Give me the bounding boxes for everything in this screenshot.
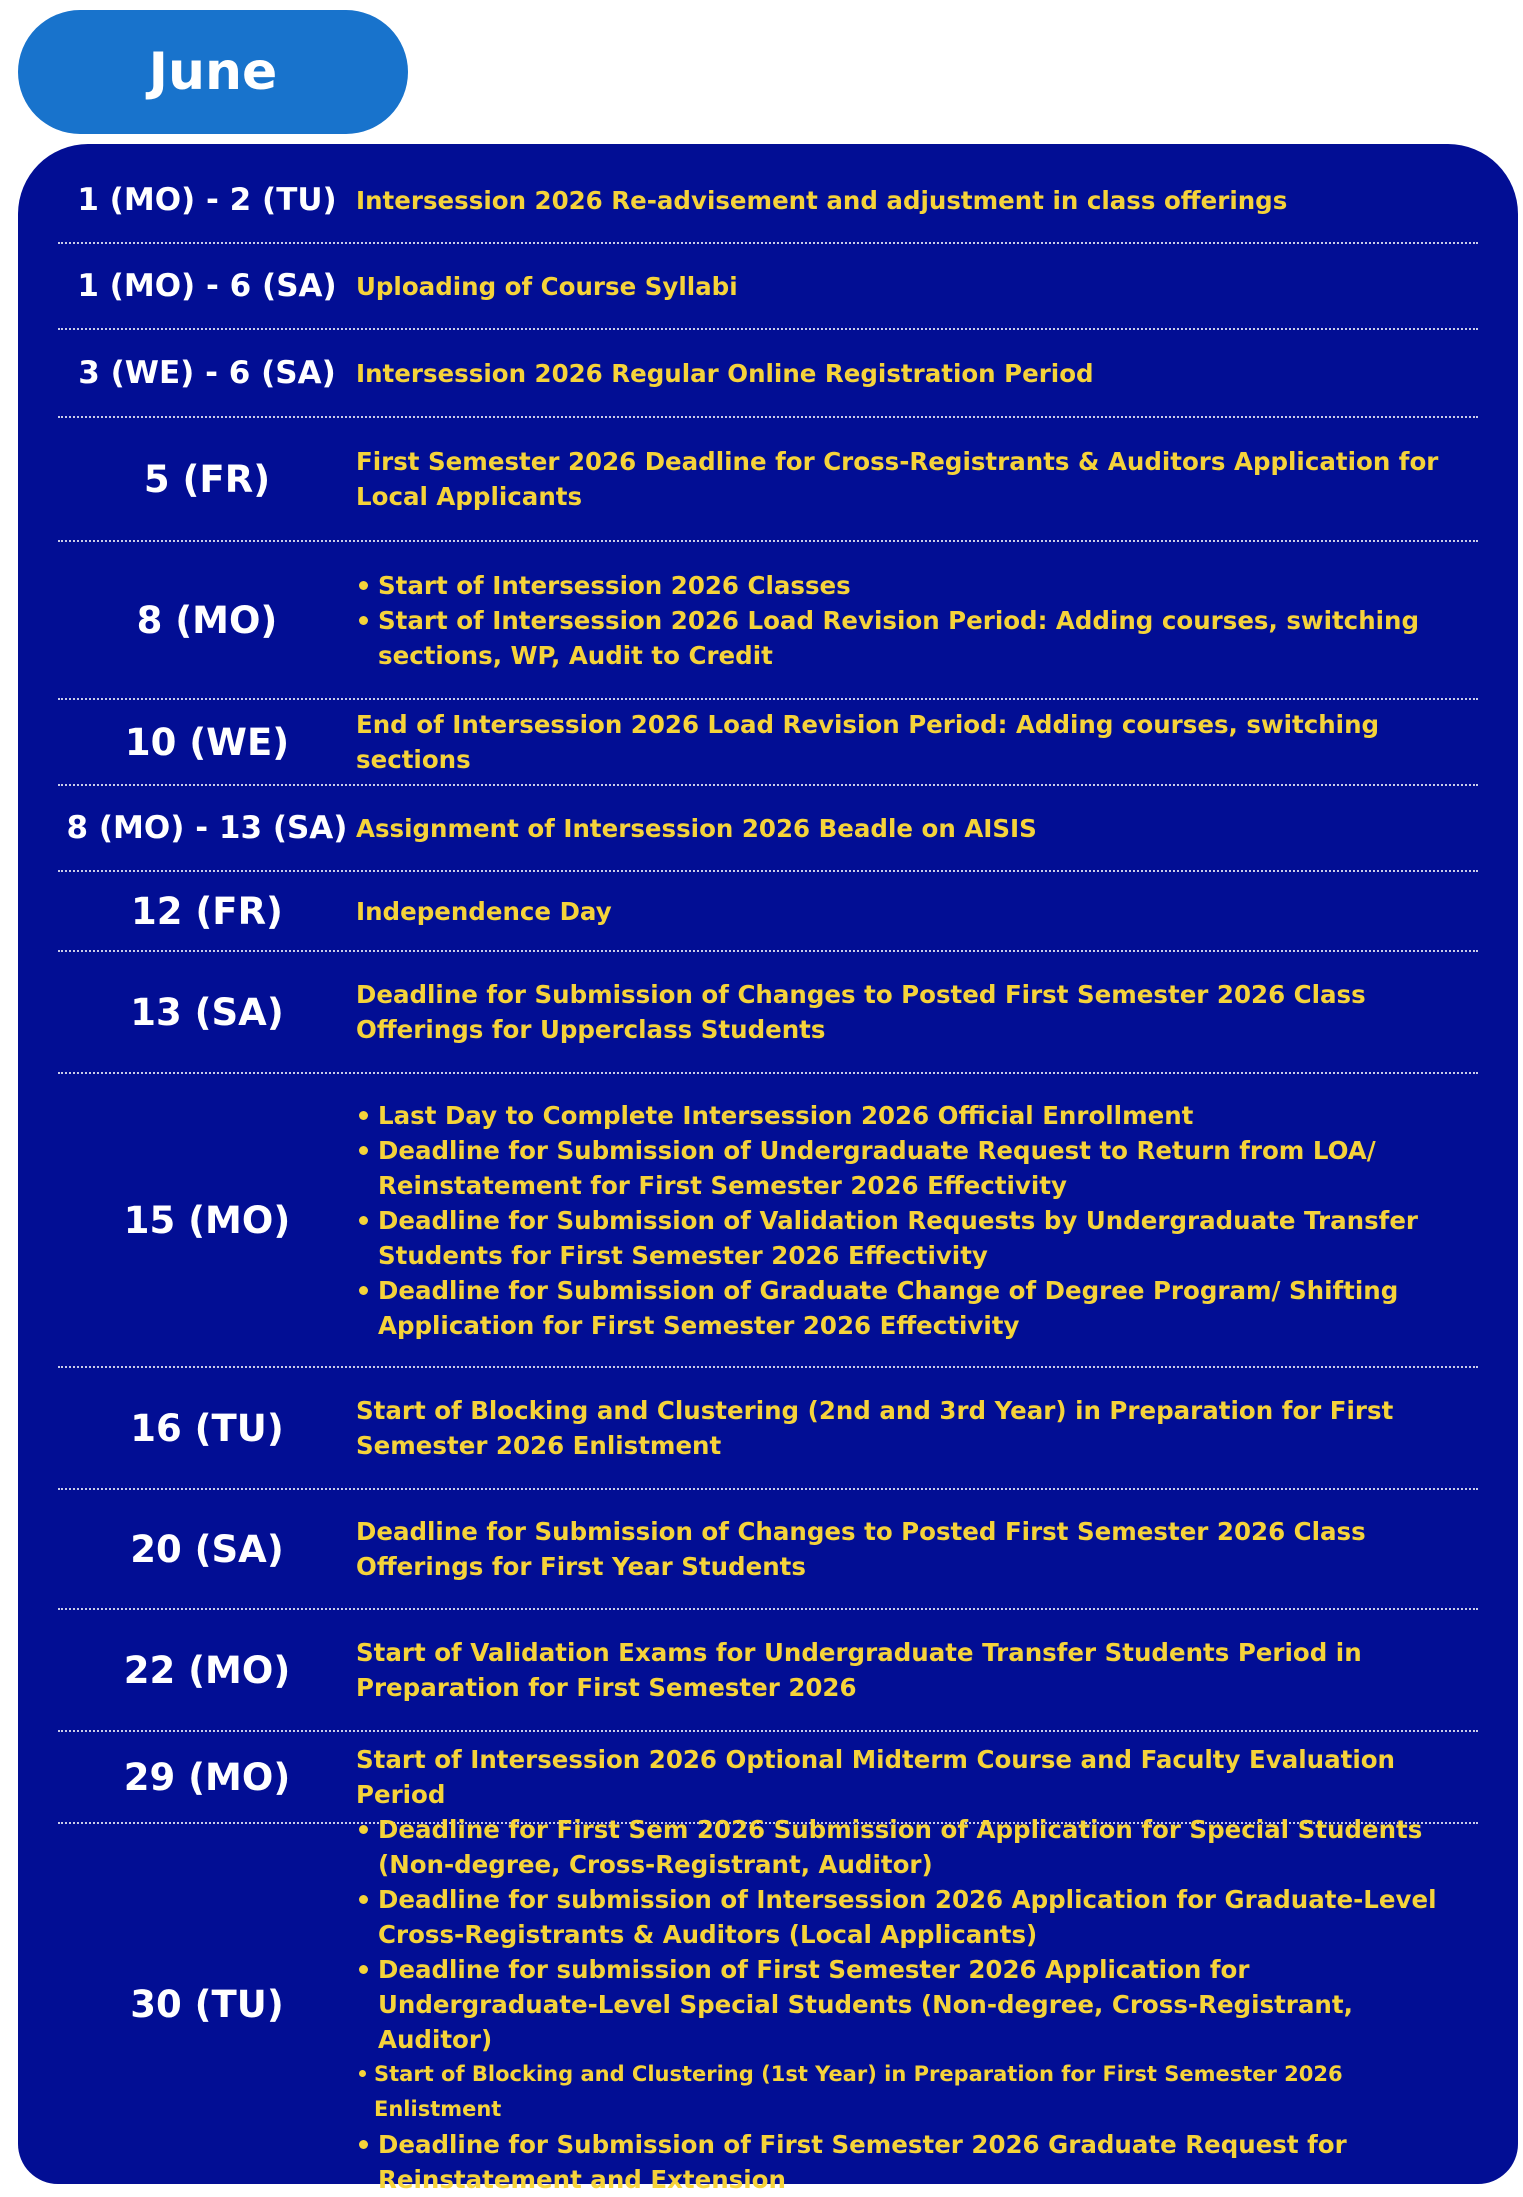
list-item: Deadline for Submission of Undergraduate Request to Return from LOA/ Reinstatement for First Semester 2026 Effectivity <box>378 1133 1470 1203</box>
event-date: 22 (MO) <box>123 1648 291 1692</box>
event-description: Deadline for Submission of Changes to Posted First Semester 2026 Class Offerings for Upperclass Students <box>356 980 1366 1044</box>
event-description: Uploading of Course Syllabi <box>356 271 738 301</box>
list-item: Start of Blocking and Clustering (1st Year) in Preparation for First Semester 2026 Enlistment <box>374 2057 1470 2127</box>
list-item: Deadline for Submission of First Semester 2026 Graduate Request for Reinstatement and Extension <box>378 2127 1470 2197</box>
event-date: 3 (WE) - 6 (SA) <box>78 355 336 391</box>
event-description: Start of Validation Exams for Undergraduate Transfer Students Period in Preparation for First Semester 2026 <box>356 1638 1362 1702</box>
calendar-panel <box>18 144 1518 2194</box>
event-list <box>356 568 1478 673</box>
list-item: Deadline for Submission of Graduate Change of Degree Program/ Shifting Application for First Semester 2026 Effectivity <box>378 1273 1470 1343</box>
list-item: Deadline for submission of First Semester 2026 Application for Undergraduate-Level Special Students (Non-degree, Cross-Registrant, Auditor) <box>378 1952 1470 2057</box>
event-date: 13 (SA) <box>130 990 284 1034</box>
calendar-row <box>58 786 1478 872</box>
event-description: End of Intersession 2026 Load Revision Period: Adding courses, switching sections <box>356 710 1380 774</box>
event-description: Assignment of Intersession 2026 Beadle on AISIS <box>356 813 1037 843</box>
calendar-row <box>58 1074 1478 1368</box>
event-date: 15 (MO) <box>123 1198 291 1242</box>
calendar-row <box>58 330 1478 418</box>
calendar-row <box>58 1814 1478 2194</box>
event-description: Independence Day <box>356 896 612 926</box>
list-item: Start of Intersession 2026 Classes <box>378 568 1470 603</box>
calendar-row <box>58 158 1478 244</box>
calendar-row <box>58 952 1478 1074</box>
event-date: 10 (WE) <box>124 720 290 764</box>
event-date: 1 (MO) - 6 (SA) <box>77 268 337 304</box>
event-description: Deadline for Submission of Changes to Posted First Semester 2026 Class Offerings for First Year Students <box>356 1517 1366 1581</box>
month-header: June <box>18 10 408 134</box>
event-description: Start of Intersession 2026 Optional Midterm Course and Faculty Evaluation Period <box>356 1745 1395 1809</box>
list-item: Deadline for submission of Intersession 2026 Application for Graduate-Level Cross-Registrants & Auditors (Local Applicants) <box>378 1882 1470 1952</box>
event-description: Intersession 2026 Re-advisement and adjustment in class offerings <box>356 185 1288 215</box>
event-date: 5 (FR) <box>143 457 271 501</box>
calendar-row <box>58 1368 1478 1490</box>
calendar-row <box>58 418 1478 542</box>
calendar-row <box>58 1490 1478 1610</box>
calendar-row <box>58 700 1478 786</box>
list-item: Deadline for Submission of Validation Requests by Undergraduate Transfer Students for First Semester 2026 Effectivity <box>378 1203 1470 1273</box>
event-date: 30 (TU) <box>130 1982 284 2026</box>
event-list <box>356 1812 1478 2197</box>
calendar-row <box>58 1732 1478 1824</box>
event-date: 12 (FR) <box>131 889 283 933</box>
event-date: 1 (MO) - 2 (TU) <box>77 182 337 218</box>
event-date: 8 (MO) - 13 (SA) <box>66 810 348 846</box>
event-date: 16 (TU) <box>130 1406 284 1450</box>
calendar-row <box>58 542 1478 700</box>
calendar-row <box>58 872 1478 952</box>
event-description: Start of Blocking and Clustering (2nd and 3rd Year) in Preparation for First Semester 2026 Enlistment <box>356 1396 1394 1460</box>
event-date: 29 (MO) <box>123 1755 291 1799</box>
event-date: 8 (MO) <box>136 598 278 642</box>
list-item: Deadline for First Sem 2026 Submission of Application for Special Students (Non-degree, Cross-Registrant, Auditor) <box>378 1812 1470 1882</box>
event-description: First Semester 2026 Deadline for Cross-Registrants & Auditors Application for Local Applicants <box>356 447 1439 511</box>
calendar-row <box>58 1610 1478 1732</box>
list-item: Start of Intersession 2026 Load Revision Period: Adding courses, switching sections, WP, Audit to Credit <box>378 603 1470 673</box>
calendar-row <box>58 244 1478 330</box>
list-item: Last Day to Complete Intersession 2026 Official Enrollment <box>378 1098 1470 1133</box>
event-list <box>356 1098 1478 1343</box>
event-date: 20 (SA) <box>130 1527 284 1571</box>
event-description: Intersession 2026 Regular Online Registration Period <box>356 358 1094 388</box>
